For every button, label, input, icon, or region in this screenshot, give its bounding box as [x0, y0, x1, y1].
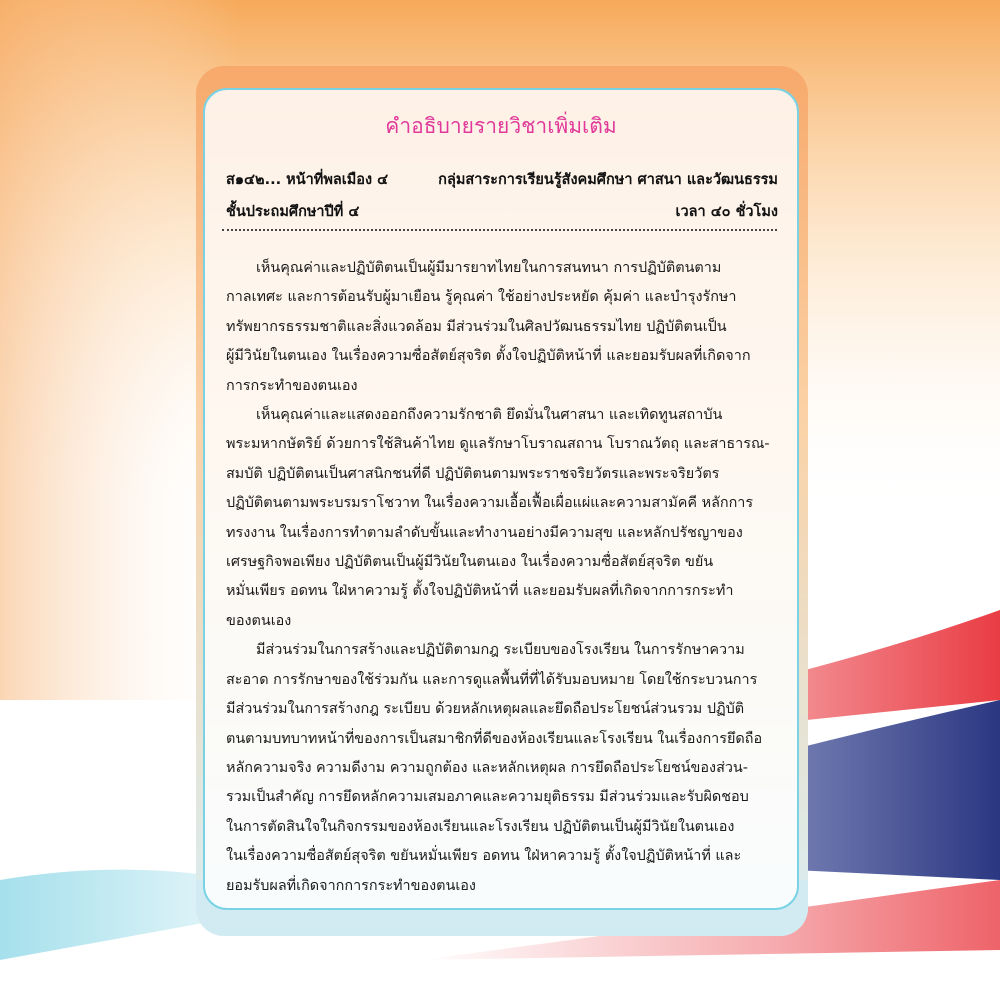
course-hours: เวลา ๔๐ ชั่วโมง	[675, 204, 778, 220]
paragraph-1	[226, 254, 778, 401]
text-line: มีส่วนร่วมในการสร้างกฎ ระเบียบ ด้วยหลักเหตุผลและยึดถือประโยชน์ส่วนรวม ปฏิบัติ	[226, 701, 745, 718]
text-line: ในเรื่องความซื่อสัตย์สุจริต ขยันหมั่นเพียร อดทน ใฝ่หาความรู้ ตั้งใจปฏิบัติหน้าที่ และ	[226, 848, 742, 865]
text-line: ในการตัดสินใจในกิจกรรมของห้องเรียนและโรงเรียน ปฏิบัติตนเป็นผู้มีวินัยในตนเอง	[226, 818, 735, 835]
grade-time-row	[226, 200, 778, 223]
text-line: พระมหากษัตริย์ ด้วยการใช้สินค้าไทย ดูแลรักษาโบราณสถาน โบราณวัตถุ และสาธารณ-	[226, 436, 770, 453]
text-line: มีส่วนร่วมในการสร้างและปฏิบัติตามกฎ ระเบียบของโรงเรียน ในการรักษาความ	[256, 642, 745, 659]
text-line: หลักความจริง ความดีงาม ความถูกต้อง และหลักเหตุผล การยึดถือประโยชน์ของส่วน-	[226, 759, 748, 776]
grade-level: ชั้นประถมศึกษาปีที่ ๔	[226, 204, 360, 220]
text-line: กาลเทศะ และการต้อนรับผู้มาเยือน รู้คุณค่า ใช้อย่างประหยัด คุ้มค่า และบำรุงรักษา	[226, 289, 737, 306]
text-line: สะอาด การรักษาของใช้ร่วมกัน และการดูแลพื้นที่ที่ได้รับมอบหมาย โดยใช้กระบวนการ	[226, 671, 758, 688]
text-line: ทรัพยากรธรรมชาติและสิ่งแวดล้อม มีส่วนร่วมในศิลปวัฒนธรรมไทย ปฏิบัติตนเป็น	[226, 318, 727, 335]
course-info-row	[226, 168, 778, 191]
text-line: ทรงงาน ในเรื่องการทำตามลำดับขั้นและทำงานอย่างมีความสุข และหลักปรัชญาของ	[226, 524, 743, 541]
text-line: ปฏิบัติตนตามพระบรมราโชวาท ในเรื่องความเอื้อเฟื้อเผื่อแผ่และความสามัคคี หลักการ	[226, 495, 754, 512]
text-line: สมบัติ ปฏิบัติตนเป็นศาสนิกชนที่ดี ปฏิบัติตนตามพระราชจริยวัตรและพระจริยวัตร	[226, 465, 720, 482]
text-line: การกระทำของตนเอง	[226, 377, 358, 394]
text-line: เศรษฐกิจพอเพียง ปฏิบัติตนเป็นผู้มีวินัยในตนเอง ในเรื่องความซื่อสัตย์สุจริต ขยัน	[226, 554, 714, 571]
text-line: เห็นคุณค่าและปฏิบัติตนเป็นผู้มีมารยาทไทยในการสนทนา การปฏิบัติตนตาม	[256, 260, 722, 276]
text-line: รวมเป็นสำคัญ การยึดหลักความเสมอภาคและความยุติธรรม มีส่วนร่วมและรับผิดชอบ	[226, 789, 749, 806]
course-description	[226, 254, 778, 901]
text-line: ผู้มีวินัยในตนเอง ในเรื่องความซื่อสัตย์สุจริต ตั้งใจปฏิบัติหน้าที่ และยอมรับผลที่เกิดจาก	[226, 348, 751, 365]
text-line: ตนตามบทบาทหน้าที่ของการเป็นสมาชิกที่ดีของห้องเรียนและโรงเรียน ในเรื่องการยึดถือ	[226, 730, 763, 747]
learning-area: กลุ่มสาระการเรียนรู้สังคมศึกษา ศาสนา และวัฒนธรรม	[438, 172, 778, 188]
text-line: หมั่นเพียร อดทน ใฝ่หาความรู้ ตั้งใจปฏิบัติหน้าที่ และยอมรับผลที่เกิดจากการกระทำ	[226, 583, 734, 600]
text-line: ยอมรับผลที่เกิดจากการกระทำของตนเอง	[226, 877, 476, 894]
course-code-name: ส๑๔๒... หน้าที่พลเมือง ๔	[226, 172, 389, 188]
paragraph-3	[226, 636, 778, 901]
dotted-separator	[222, 229, 777, 231]
paragraph-2	[226, 401, 778, 636]
text-line: เห็นคุณค่าและแสดงออกถึงความรักชาติ ยึดมั่นในศาสนา และเทิดทูนสถาบัน	[256, 407, 723, 424]
document-title: คำอธิบายรายวิชาเพิ่มเติม	[385, 114, 617, 138]
text-line: ของตนเอง	[226, 612, 292, 629]
